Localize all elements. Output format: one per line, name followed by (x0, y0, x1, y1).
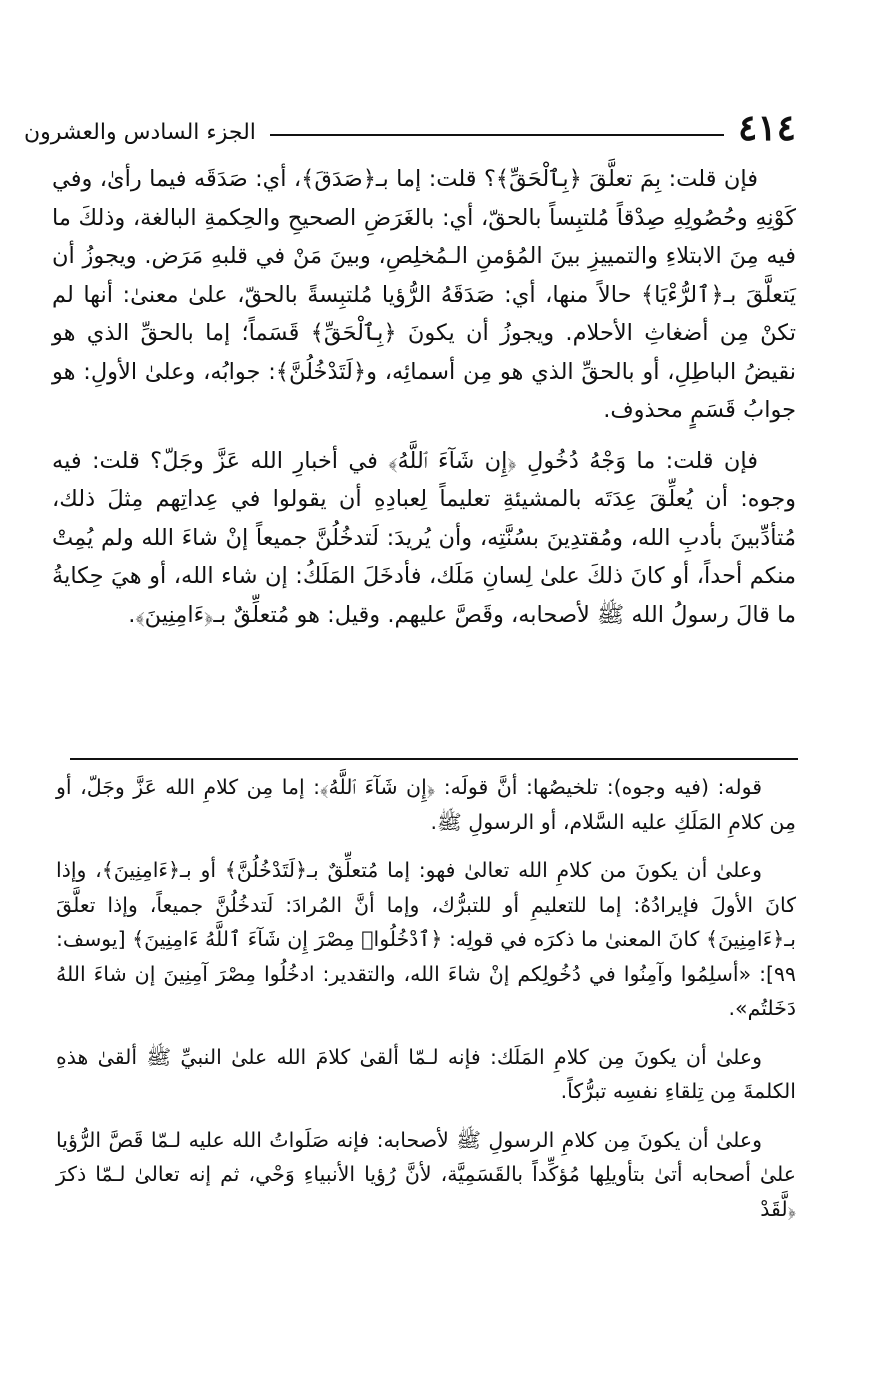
commentary-notes (56, 770, 796, 1240)
note-paragraph: وعلىٰ أن يكونَ مِن كلامِ المَلَك: فإنه لـمّا ألقىٰ كلامَ الله علىٰ النبيِّ ﷺ ألقىٰ هذهِ الكلمةَ مِن تِلقاءِ نفسِه تبرُّكاً. (56, 1044, 796, 1103)
running-title: الجزء السادس والعشرون (24, 120, 256, 145)
footnote-divider (70, 758, 798, 760)
main-text (52, 160, 796, 634)
main-paragraph: فإن قلت: ما وَجْهُ دُخُولِ ﴿إِن شَآءَ ٱللَّهُ﴾ في أخبارِ الله عَزَّ وجَلّ؟ قلت: فيه وجوه: أن يُعلِّقَ عِدَتَه بالمشيئةِ تعليماً لِعبادِهِ أن يقولوا في عِداتِهم مِثلَ ذلك، مُتأدِّبينَ بأدبِ الله، ومُقتدِينَ بسُنَّتِه، وأن يُريدَ: لَتدخُلُنَّ جميعاً إنْ شاءَ الله ولم يُمِتْ منكم أحداً، أو كانَ ذلكَ علىٰ لِسانِ مَلَك، فأدخَلَ المَلَكُ: إن شاء الله، أو هيَ حِكايةُ ما قالَ رسولُ الله ﷺ لأصحابه، وقَصَّ عليهم. وقيل: هو مُتعلِّقٌ بـ﴿ءَامِنِينَ﴾. (52, 447, 796, 628)
note-paragraph: قوله: (فيه وجوه): تلخيصُها: أنَّ قولَه: ﴿إِن شَآءَ ٱللَّهُ﴾: إما مِن كلامِ الله عَزَّ وجَلّ، أو مِن كلامِ المَلَكِ عليه السَّلام، أو الرسولِ ﷺ. (56, 775, 796, 834)
page-header (24, 96, 796, 149)
note-paragraph: وعلىٰ أن يكونَ مِن كلامِ الرسولِ ﷺ لأصحابه: فإنه صَلَواتُ الله عليه لـمّا قَصَّ الرُّؤيا علىٰ أصحابه أتىٰ بتأويلِها مُؤكِّداً بالقَسَمِيَّة، لأنَّ رُؤيا الأنبياءِ وَحْي، ثم إنه تعالىٰ لـمّا ذكرَ ﴿لَّقَدْ (56, 1127, 796, 1221)
header-rule (270, 134, 724, 136)
page-number: ٤١٤ (737, 107, 796, 149)
note-paragraph: وعلىٰ أن يكونَ من كلامِ الله تعالىٰ فهو: إما مُتعلِّقٌ بـ﴿لَتَدْخُلُنَّ﴾ أو بـ﴿ءَامِنِينَ﴾، وإذا كانَ الأولَ فإيرادُهُ: إما للتعليمِ أو للتبرُّك، وإما أنَّ المُرادَ: لَتدخُلُنَّ جميعاً، وإذا تعلَّقَ بـ﴿ءَامِنِينَ﴾ كانَ المعنىٰ ما ذكرَه في قولِه: ﴿ٱدْخُلُوا۟ مِصْرَ إِن شَآءَ ٱللَّهُ ءَامِنِينَ﴾ [يوسف: ٩٩]: «أسلِمُوا وآمِنُوا في دُخُولِكم إنْ شاءَ الله، والتقدير: ادخُلُوا مِصْرَ آمِنِينَ إن شاءَ اللهُ دَخَلتُم». (56, 858, 796, 1020)
main-paragraph: فإن قلت: بِمَ تعلَّقَ ﴿بِٱلْحَقِّ﴾؟ قلت: إما بـ﴿صَدَقَ﴾، أي: صَدَقَه فيما رأىٰ، وفي كَوْنِهِ وحُصُولِهِ صِدْقاً مُلتبِساً بالحقّ، أي: بالغَرَضِ الصحيحِ والحِكمةِ البالغة، وذلكَ ما فيه مِنَ الابتلاءِ والتمييزِ بينَ المُؤمنِ الـمُخلِصِ، وبينَ مَنْ في قلبهِ مَرَض. ويجوزُ أن يَتعلَّقَ بـ﴿ٱلرُّءْيَا﴾ حالاً منها، أي: صَدَقَهُ الرُّؤيا مُلتبِسةً بالحقّ، علىٰ معنىٰ: أنها لم تكنْ مِن أضغاثِ الأحلام. ويجوزُ أن يكونَ ﴿بِٱلْحَقِّ﴾ قَسَماً؛ إما بالحقِّ الذي هو نقيضُ الباطِلِ، أو بالحقِّ الذي هو مِن أسمائِه، و﴿لَتَدْخُلُنَّ﴾: جوابُه، وعلىٰ الأولِ: هو جوابُ قَسَمٍ محذوف. (52, 166, 796, 423)
